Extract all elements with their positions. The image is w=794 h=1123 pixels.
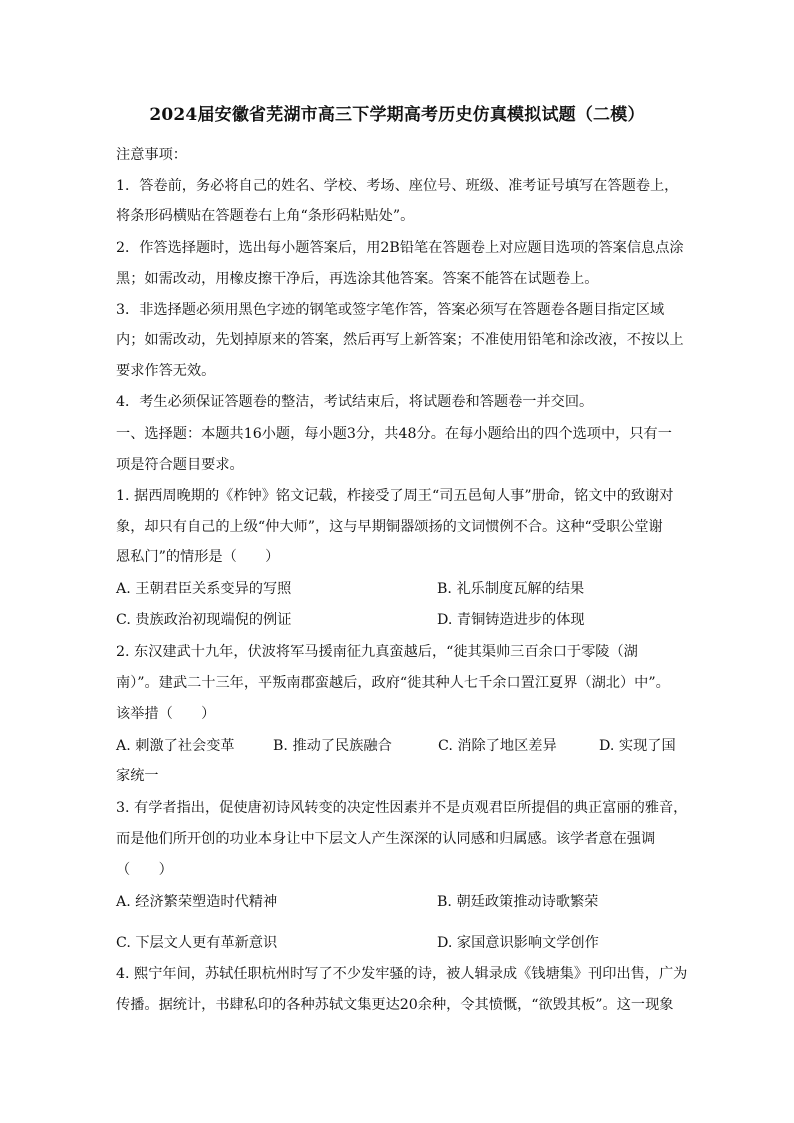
notice-line: 将条形码横贴在答题卷右上角“条形码粘贴处”。 [116, 208, 415, 224]
question-4-text: 传播。据统计，书肆私印的各种苏轼文集更达20余种，令其愤慨，“欲毁其板”。这一现象 [116, 997, 674, 1013]
notice-line: 4．考生必须保证答题卷的整洁，考试结束后，将试题卷和答题卷一并交回。 [116, 394, 594, 410]
notice-line: 内；如需改动，先划掉原来的答案，然后再写上新答案；不准使用铅笔和涂改液，不按以上 [116, 332, 684, 348]
question-3-text: 而是他们所开创的功业本身让中下层文人产生深深的认同感和归属感。该学者意在强调 [116, 831, 656, 847]
notice-heading: 注意事项： [116, 147, 187, 163]
question-1-option-c: C. 贵族政治初现端倪的例证 [116, 612, 292, 628]
question-2-option-d-wrap: 家统一 [116, 768, 159, 784]
question-2-option-a: A. 刺激了社会变革 [116, 738, 235, 754]
question-2-option-b: B. 推动了民族融合 [273, 738, 392, 754]
question-3-option-d: D. 家国意识影响文学创作 [437, 935, 599, 951]
question-2-text: 该举措（ ） [116, 706, 216, 722]
question-2-option-d: D. 实现了国 [599, 738, 676, 754]
notice-line: 1．答卷前，务必将自己的姓名、学校、考场、座位号、班级、准考证号填写在答题卷上， [116, 178, 679, 194]
notice-line: 3．非选择题必须用黑色字迹的钢笔或签字笔作答，答案必须写在答题卷各题目指定区域 [116, 302, 665, 318]
notice-line: 黑；如需改动，用橡皮擦干净后，再选涂其他答案。答案不能答在试题卷上。 [116, 271, 599, 287]
notice-line: 2．作答选择题时，选出每小题答案后，用2B铅笔在答题卷上对应题目选项的答案信息点涂 [116, 240, 684, 256]
question-1-text: 象，却只有自己的上级“仲大师”，这与早期铜器颂扬的文词惯例不合。这种“受职公堂谢 [116, 519, 663, 535]
page-title: 2024届安徽省芜湖市高三下学期高考历史仿真模拟试题（二模） [149, 105, 645, 125]
question-3-option-c: C. 下层文人更有革新意识 [116, 935, 278, 951]
question-3-text: （ ） [116, 862, 173, 878]
question-2-text: 南）”。建武二十三年，平叛南郡蛮越后，政府“徙其种人七千余口置江夏界（湖北）中”。 [116, 675, 670, 691]
question-3-option-a: A. 经济繁荣塑造时代精神 [116, 894, 278, 910]
question-1-option-b: B. 礼乐制度瓦解的结果 [437, 581, 585, 597]
question-1-text: 1. 据西周晚期的《柞钟》铭文记载，柞接受了周王“司五邑甸人事”册命，铭文中的致谢对 [116, 488, 674, 504]
question-3-text: 3. 有学者指出，促使唐初诗风转变的决定性因素并不是贞观君臣所提倡的典正富丽的雅音， [116, 800, 688, 816]
question-1-option-a: A. 王朝君臣关系变异的写照 [116, 581, 292, 597]
question-4-text: 4. 熙宁年间，苏轼任职杭州时写了不少发牢骚的诗，被人辑录成《钱塘集》刊印出售，广为 [116, 966, 688, 982]
notice-line: 要求作答无效。 [116, 363, 216, 379]
question-2-text: 2. 东汉建武十九年，伏波将军马援南征九真蛮越后，“徙其渠帅三百余口于零陵（湖 [116, 644, 638, 660]
question-1-option-d: D. 青铜铸造进步的体现 [437, 612, 585, 628]
question-2-option-c: C. 消除了地区差异 [438, 738, 557, 754]
section-heading: 项是符合题目要求。 [116, 457, 244, 473]
question-3-option-b: B. 朝廷政策推动诗歌繁荣 [437, 894, 599, 910]
section-heading: 一、选择题：本题共16小题，每小题3分，共48分。在每小题给出的四个选项中，只有一 [116, 426, 672, 442]
question-1-text: 恩私门”的情形是（ ） [116, 549, 280, 565]
